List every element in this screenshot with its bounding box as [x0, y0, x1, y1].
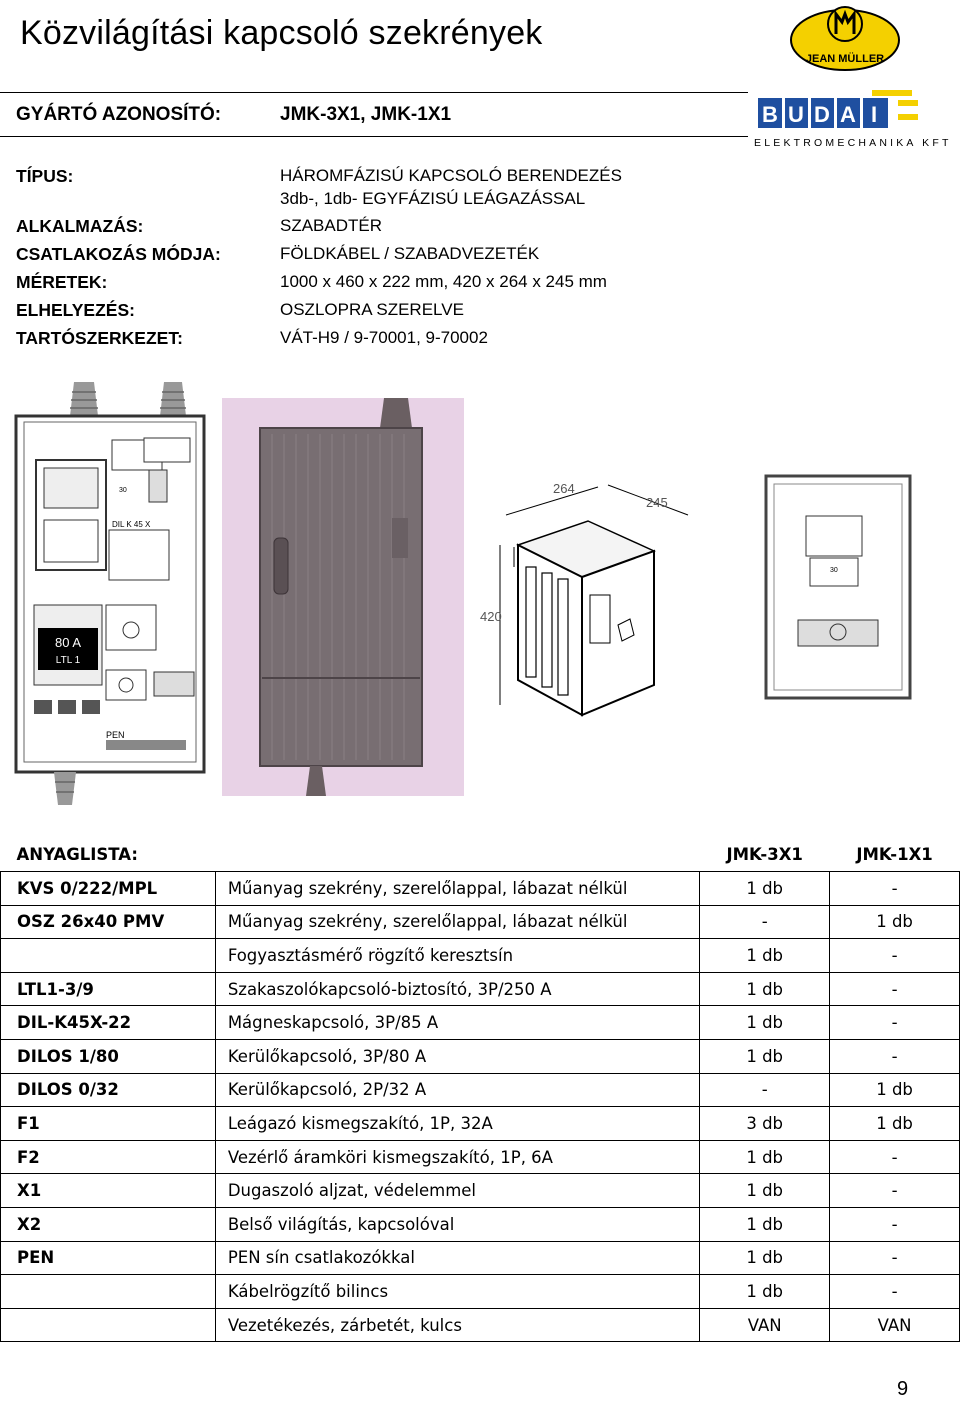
- qty-jmk1x1-cell: -: [830, 1241, 960, 1275]
- qty-jmk3x1-cell: 1 db: [700, 1140, 830, 1174]
- dim-width-label: 264: [553, 481, 575, 496]
- qty-jmk1x1-cell: -: [830, 1174, 960, 1208]
- qty-jmk3x1-cell: 1 db: [700, 1208, 830, 1242]
- table-row: [1, 905, 960, 939]
- dim-depth-label: 245: [646, 495, 668, 510]
- table-row: [1, 939, 960, 973]
- desc-cell: Leágazó kismegszakító, 1P, 32A: [215, 1107, 699, 1141]
- svg-text:A: A: [840, 102, 856, 127]
- desc-cell: Vezetékezés, zárbetét, kulcs: [215, 1308, 699, 1342]
- table-row: [1, 1275, 960, 1309]
- divider-top: [0, 92, 748, 93]
- qty-jmk1x1-cell: -: [830, 972, 960, 1006]
- desc-cell: Mágneskapcsoló, 3P/85 A: [215, 1006, 699, 1040]
- table-row: [1, 1107, 960, 1141]
- dil-label: DIL K 45 X: [112, 520, 151, 529]
- code-cell: DILOS 1/80: [1, 1040, 216, 1074]
- num30-label: 30: [119, 487, 127, 494]
- manufacturer-value: JMK-3X1, JMK-1X1: [280, 104, 452, 125]
- table-row: [1, 1073, 960, 1107]
- qty-jmk3x1-cell: 1 db: [700, 972, 830, 1006]
- manufacturer-id: [16, 104, 452, 126]
- svg-text:B: B: [762, 102, 778, 127]
- desc-cell: Műanyag szekrény, szerelőlappal, lábazat nélkül: [215, 872, 699, 906]
- spec-value-placement: OSZLOPRA SZERELVE: [280, 300, 464, 319]
- desc-cell: Kerülőkapcsoló, 2P/32 A: [215, 1073, 699, 1107]
- code-cell: DIL-K45X-22: [1, 1006, 216, 1040]
- code-cell: F2: [1, 1140, 216, 1174]
- manufacturer-label: GYÁRTÓ AZONOSÍTÓ:: [16, 104, 222, 125]
- qty-jmk3x1-cell: 1 db: [700, 1275, 830, 1309]
- qty-jmk1x1-cell: 1 db: [830, 1073, 960, 1107]
- spec-value-application: SZABADTÉR: [280, 216, 383, 235]
- code-cell: LTL1-3/9: [1, 972, 216, 1006]
- divider-bottom: [0, 136, 748, 137]
- code-cell: X1: [1, 1174, 216, 1208]
- qty-jmk3x1-cell: 1 db: [700, 1040, 830, 1074]
- desc-cell: Kerülőkapcsoló, 3P/80 A: [215, 1040, 699, 1074]
- spec-label-support: TARTÓSZERKEZET:: [16, 328, 183, 348]
- qty-jmk1x1-cell: -: [830, 1275, 960, 1309]
- qty-jmk1x1-cell: -: [830, 1208, 960, 1242]
- qty-jmk3x1-cell: -: [700, 1073, 830, 1107]
- code-cell: [1, 939, 216, 973]
- code-cell: KVS 0/222/MPL: [1, 872, 216, 906]
- ltl-label: LTL 1: [55, 655, 81, 666]
- qty-jmk3x1-cell: 1 db: [700, 1006, 830, 1040]
- qty-jmk3x1-cell: 3 db: [700, 1107, 830, 1141]
- budai-subtitle: ELEKTROMECHANIKA KFT: [754, 137, 952, 149]
- table-row: [1, 1308, 960, 1342]
- qty-jmk1x1-cell: -: [830, 1140, 960, 1174]
- jean-muller-logo: [790, 2, 900, 72]
- code-cell: F1: [1, 1107, 216, 1141]
- qty-jmk3x1-cell: VAN: [700, 1308, 830, 1342]
- desc-cell: Szakaszolókapcsoló-biztosító, 3P/250 A: [215, 972, 699, 1006]
- qty-jmk1x1-cell: 1 db: [830, 1107, 960, 1141]
- code-cell: DILOS 0/32: [1, 1073, 216, 1107]
- col-header-jmk1x1: JMK-1X1: [830, 838, 960, 872]
- table-row: [1, 1006, 960, 1040]
- pen-label: PEN: [106, 730, 125, 740]
- desc-cell: Kábelrögzítő bilincs: [215, 1275, 699, 1309]
- qty-jmk1x1-cell: VAN: [830, 1308, 960, 1342]
- spec-value-dimensions: 1000 x 460 x 222 mm, 420 x 264 x 245 mm: [280, 272, 607, 291]
- page-number: 9: [897, 1378, 909, 1400]
- qty-jmk3x1-cell: 1 db: [700, 872, 830, 906]
- breaker-label: 80 A: [54, 635, 82, 650]
- code-cell: X2: [1, 1208, 216, 1242]
- num30-small-label: 30: [830, 567, 838, 574]
- qty-jmk1x1-cell: 1 db: [830, 905, 960, 939]
- spec-label-connection: CSATLAKOZÁS MÓDJA:: [16, 244, 221, 264]
- spec-value-connection: FÖLDKÁBEL / SZABADVEZETÉK: [280, 244, 540, 263]
- budai-logo: [752, 88, 952, 150]
- spec-value-support: VÁT-H9 / 9-70001, 9-70002: [280, 328, 488, 347]
- spec-label-dimensions: MÉRETEK:: [16, 272, 108, 292]
- code-cell: [1, 1275, 216, 1309]
- qty-jmk1x1-cell: -: [830, 1006, 960, 1040]
- qty-jmk3x1-cell: -: [700, 905, 830, 939]
- svg-text:U: U: [788, 102, 804, 127]
- spec-value-type-2: 3db-, 1db- EGYFÁZISÚ LEÁGAZÁSSAL: [280, 189, 586, 208]
- jean-muller-text: JEAN MÜLLER: [805, 53, 885, 65]
- code-cell: PEN: [1, 1241, 216, 1275]
- spec-label-application: ALKALMAZÁS:: [16, 216, 144, 236]
- svg-text:D: D: [814, 102, 830, 127]
- table-row: [1, 1140, 960, 1174]
- table-row: [1, 872, 960, 906]
- spec-label-type: TÍPUS:: [16, 166, 74, 186]
- table-row: [1, 1241, 960, 1275]
- table-title: ANYAGLISTA:: [1, 838, 700, 872]
- dim-height-label: 420: [480, 609, 502, 624]
- svg-text:I: I: [870, 102, 878, 127]
- table-row: [1, 1040, 960, 1074]
- small-cabinet-drawing: [478, 475, 718, 725]
- qty-jmk1x1-cell: -: [830, 1040, 960, 1074]
- parts-table: [0, 838, 960, 1342]
- qty-jmk3x1-cell: 1 db: [700, 939, 830, 973]
- desc-cell: Belső világítás, kapcsolóval: [215, 1208, 699, 1242]
- spec-label-placement: ELHELYEZÉS:: [16, 300, 135, 320]
- table-row: [1, 1174, 960, 1208]
- col-header-jmk3x1: JMK-3X1: [700, 838, 830, 872]
- desc-cell: Dugaszoló aljzat, védelemmel: [215, 1174, 699, 1208]
- desc-cell: Műanyag szekrény, szerelőlappal, lábazat nélkül: [215, 905, 699, 939]
- code-cell: OSZ 26x40 PMV: [1, 905, 216, 939]
- qty-jmk3x1-cell: 1 db: [700, 1174, 830, 1208]
- cabinet-photo: [222, 398, 464, 796]
- qty-jmk3x1-cell: 1 db: [700, 1241, 830, 1275]
- table-header-row: [1, 838, 960, 872]
- desc-cell: PEN sín csatlakozókkal: [215, 1241, 699, 1275]
- desc-cell: Fogyasztásmérő rögzítő keresztsín: [215, 939, 699, 973]
- qty-jmk1x1-cell: -: [830, 872, 960, 906]
- page-title: Közvilágítási kapcsoló szekrények: [20, 14, 543, 52]
- small-cabinet-layout: [764, 474, 912, 700]
- cabinet-layout-drawing: [14, 380, 209, 805]
- qty-jmk1x1-cell: -: [830, 939, 960, 973]
- table-row: [1, 972, 960, 1006]
- code-cell: [1, 1308, 216, 1342]
- spec-value-type: HÁROMFÁZISÚ KAPCSOLÓ BERENDEZÉS: [280, 166, 622, 185]
- table-row: [1, 1208, 960, 1242]
- desc-cell: Vezérlő áramköri kismegszakító, 1P, 6A: [215, 1140, 699, 1174]
